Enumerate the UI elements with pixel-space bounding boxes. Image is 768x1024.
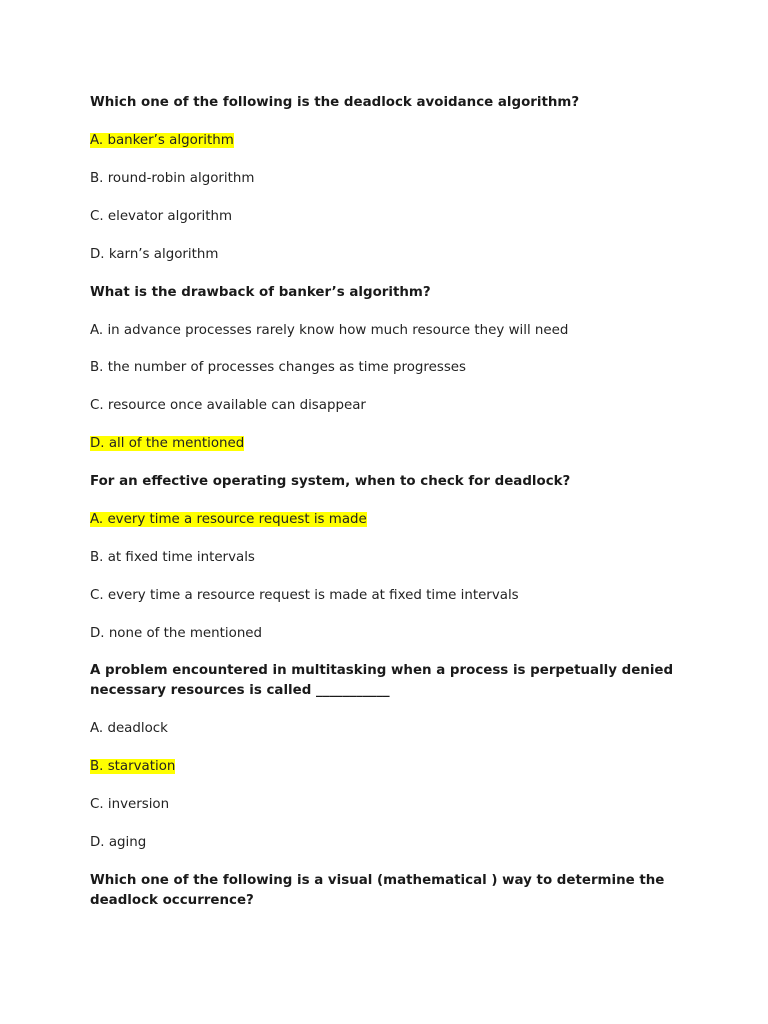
question-3-option-d: D. none of the mentioned <box>90 626 263 641</box>
question-1-option-b: B. round-robin algorithm <box>90 171 255 186</box>
question-2-option-b: B. the number of processes changes as time progresses <box>90 360 467 375</box>
question-4-option-d: D. aging <box>90 835 147 850</box>
question-3-option-a <box>90 510 367 530</box>
question-4-option-b <box>90 757 175 777</box>
question-4-option-c: C. inversion <box>90 797 170 812</box>
question-3-option-c: C. every time a resource request is made at fixed time intervals <box>90 588 519 603</box>
question-4: A problem encountered in multitasking when a process is perpetually denied necessary resources is called ___________ <box>90 663 674 698</box>
question-1-option-c: C. elevator algorithm <box>90 209 233 224</box>
question-5: Which one of the following is a visual (mathematical ) way to determine the deadlock occurrence? <box>90 873 665 908</box>
question-4-option-a: A. deadlock <box>90 721 168 736</box>
answer-highlight: D. all of the mentioned <box>90 436 245 451</box>
question-1-option-a <box>90 131 234 151</box>
question-2: What is the drawback of banker’s algorithm? <box>90 285 431 300</box>
answer-highlight: A. every time a resource request is made <box>90 512 367 527</box>
answer-highlight: A. banker’s algorithm <box>90 133 234 148</box>
question-1-option-d: D. karn’s algorithm <box>90 247 219 262</box>
question-2-option-c: C. resource once available can disappear <box>90 398 366 413</box>
question-2-option-d <box>90 434 244 454</box>
question-2-option-a: A. in advance processes rarely know how much resource they will need <box>90 323 569 338</box>
question-3-option-b: B. at fixed time intervals <box>90 550 255 565</box>
question-1: Which one of the following is the deadlock avoidance algorithm? <box>90 95 580 110</box>
question-3: For an effective operating system, when to check for deadlock? <box>90 474 571 489</box>
answer-highlight: B. starvation <box>90 759 176 774</box>
